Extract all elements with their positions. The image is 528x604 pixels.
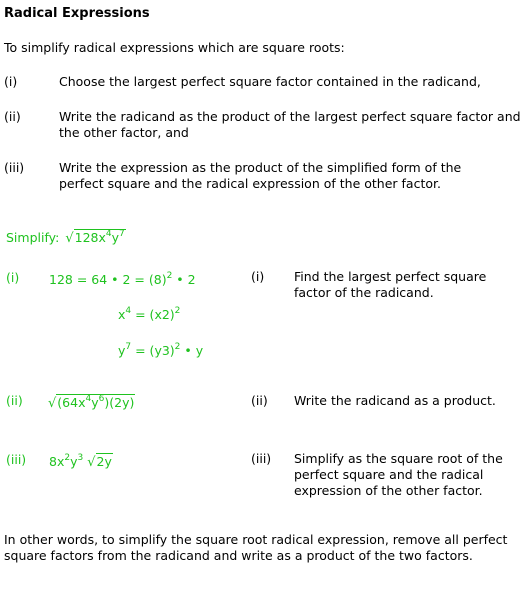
radical-sign-icon: √	[87, 455, 96, 470]
worked-step-1-number: (i)	[6, 270, 20, 285]
explanation-2-number: (ii)	[251, 393, 268, 408]
worked-step-1-line-2: $x^4 = (x2)^2$	[118, 305, 181, 322]
step-2-number: (ii)	[4, 109, 21, 124]
step-1-text: Choose the largest perfect square factor contained in the radicand,	[59, 74, 481, 89]
worked-step-3-expression: $8x^2y^3$ √2y	[49, 452, 112, 470]
worked-step-1-line-1: 128 = 64 • $2 = (8)^2$ • 2	[49, 270, 196, 287]
worked-step-2-expression: $√(64x^4y^6)(2y)$	[48, 393, 135, 411]
simplify-prompt	[6, 230, 126, 246]
simplify-label: Simplify:	[6, 230, 60, 245]
step-2-text: Write the radicand as the product of the largest perfect square factor and the other factor, and	[59, 109, 521, 140]
explanation-3-number: (iii)	[251, 451, 272, 466]
explanation-3-text: Simplify as the square root of the perfect square and the radical expression of the other factor.	[294, 451, 503, 498]
step-3-number: (iii)	[4, 160, 25, 175]
step-1-number: (i)	[4, 74, 18, 89]
radical-expression: $√128x^4y^7$	[65, 228, 125, 246]
explanation-2-text: Write the radicand as a product.	[294, 393, 496, 408]
explanation-1-text: Find the largest perfect square factor of the radicand.	[294, 269, 487, 300]
page-title: Radical Expressions	[4, 6, 150, 21]
radical-sign-icon: √	[65, 231, 74, 246]
worked-step-3-number: (iii)	[6, 452, 27, 467]
step-3-text: Write the expression as the product of the simplified form of the perfect square and the radical expression of the other factor.	[59, 160, 462, 191]
worked-step-2-number: (ii)	[6, 393, 23, 408]
worked-step-1-line-3: $y^7 = (y3)^2$ • y	[118, 341, 204, 358]
conclusion-text: In other words, to simplify the square root radical expression, remove all perfect square factors from the radicand and write as a product of the two factors.	[4, 532, 508, 563]
explanation-1-number: (i)	[251, 269, 265, 284]
intro-text: To simplify radical expressions which are square roots:	[4, 40, 345, 55]
radical-sign-icon: √	[48, 396, 57, 411]
